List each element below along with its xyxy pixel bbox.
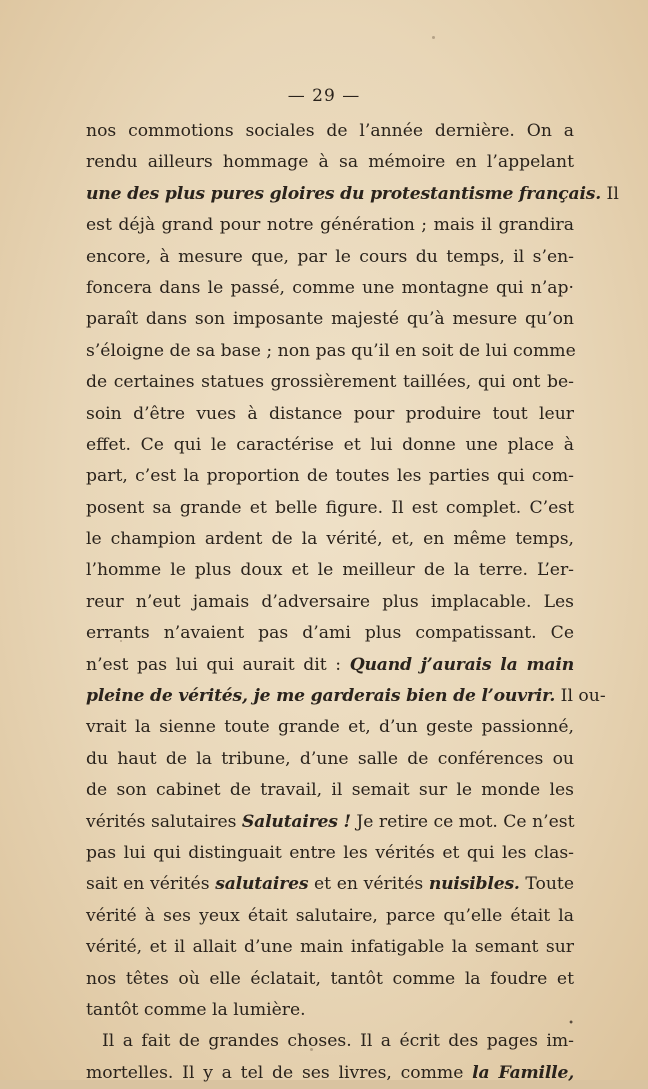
text-line [86, 618, 574, 649]
text-line [86, 932, 574, 963]
text-run: Il ou- [555, 686, 606, 707]
body-text [86, 116, 619, 1089]
text-run: reur n’eut jamais d’adversaire plus implacable. Les [86, 591, 574, 612]
text-run: vérité, et il allait d’une main infatigable la semant sur [86, 937, 574, 958]
text-run: nos commotions sociales de l’année dernière. On a [86, 121, 574, 141]
text-line [86, 524, 574, 555]
text-line [86, 430, 574, 461]
italic-phrase: pleine de vérités, je me garderais bien de l’ouvrir. [86, 686, 556, 707]
text-line [86, 838, 574, 869]
text-line [86, 901, 574, 932]
text-run: de son cabinet de travail, il semait sur le monde les [86, 780, 574, 801]
page-number: — 29 — [287, 86, 361, 106]
paper-speck [432, 36, 435, 39]
text-line [86, 712, 574, 743]
text-run: errants n’avaient pas d’ami plus compatissant. Ce [86, 623, 574, 644]
text-line [86, 399, 574, 430]
text-line [86, 273, 574, 304]
text-line [86, 304, 574, 335]
text-run: vérités salutaires [86, 811, 242, 832]
text-line [86, 336, 574, 367]
text-line [86, 587, 574, 618]
text-line [86, 367, 574, 398]
text-run: mortelles. Il y a tel de ses livres, comme [86, 1062, 473, 1083]
corner-mark: • [568, 1018, 574, 1029]
text-run: Il [601, 183, 619, 204]
text-line [86, 807, 574, 838]
text-run: rendu ailleurs hommage à sa mémoire en l’appelant [86, 152, 574, 173]
text-line [86, 555, 574, 586]
text-run: n’est pas lui qui aurait dit : [86, 654, 350, 675]
text-run: nos têtes où elle éclatait, tantôt comme la foudre et [86, 968, 574, 989]
italic-phrase: Quand j’aurais la main [349, 654, 574, 675]
text-run: part, c’est la proportion de toutes les parties qui com- [86, 466, 574, 487]
text-run: pas lui qui distinguait entre les vérités et qui les clas- [86, 842, 574, 863]
text-run: du haut de la tribune, d’une salle de conférences ou [86, 748, 574, 769]
text-line [86, 179, 619, 210]
text-line [86, 461, 574, 492]
text-run: le champion ardent de la vérité, et, en même temps, [86, 529, 574, 550]
text-run: encore, à mesure que, par le cours du temps, il s’en- [86, 246, 574, 267]
text-line [86, 242, 574, 273]
text-line [86, 775, 574, 806]
text-run: sait en vérités [86, 874, 216, 895]
text-line [86, 995, 574, 1026]
text-run: s’éloigne de sa base ; non pas qu’il en soit de lui comme [86, 340, 576, 361]
text-line [86, 869, 574, 900]
text-line [86, 493, 574, 524]
text-run: vérité à ses yeux était salutaire, parce qu’elle était la [86, 905, 574, 926]
text-line [86, 681, 606, 712]
text-run: effet. Ce qui le caractérise et lui donne une place à [86, 434, 574, 455]
text-run: soin d’être vues à distance pour produire tout leur [86, 403, 574, 424]
text-run: Il a fait de grandes choses. Il a écrit des pages im- [102, 1031, 574, 1052]
text-line [86, 650, 574, 681]
text-run: Je retire ce mot. Ce n’est [350, 811, 575, 832]
text-run: posent sa grande et belle figure. Il est complet. C’est [86, 497, 574, 518]
italic-phrase: une des plus pures gloires du protestantisme français. [86, 183, 602, 204]
text-line [86, 116, 574, 147]
text-line [86, 1026, 574, 1057]
text-run: et en vérités [308, 874, 429, 895]
text-run: est déjà grand pour notre génération ; mais il grandira [86, 215, 574, 236]
text-line [86, 964, 574, 995]
text-line [86, 147, 574, 178]
italic-phrase: salutaires [215, 874, 309, 895]
text-run: l’homme le plus doux et le meilleur de la terre. L’er- [86, 560, 574, 581]
text-line [86, 210, 574, 241]
text-line [86, 1058, 574, 1089]
text-run: vrait la sienne toute grande et, d’un geste passionné, [86, 717, 574, 738]
text-run: de certaines statues grossièrement taillées, qui ont be- [86, 372, 574, 393]
text-run: Toute [519, 874, 574, 895]
text-run: tantôt comme la lumière. [86, 999, 306, 1020]
italic-phrase: la Famille, [472, 1062, 574, 1083]
text-run: foncera dans le passé, comme une montagne qui n’ap· [86, 277, 574, 298]
italic-phrase: Salutaires ! [241, 811, 351, 832]
italic-phrase: nuisibles. [428, 874, 520, 895]
text-line [86, 744, 574, 775]
text-run: paraît dans son imposante majesté qu’à mesure qu’on [86, 309, 574, 330]
